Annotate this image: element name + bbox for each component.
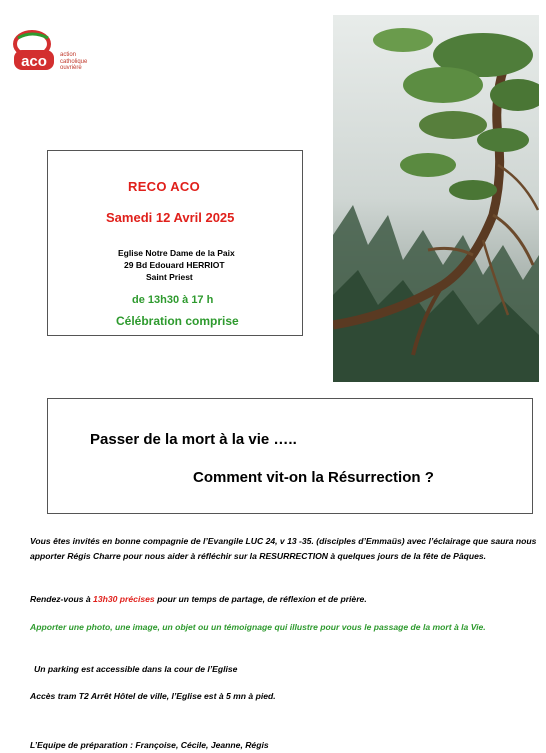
event-title: RECO ACO bbox=[128, 179, 200, 194]
event-time: de 13h30 à 17 h bbox=[132, 294, 214, 306]
team-paragraph: L’Equipe de préparation : Françoise, Cécile, Jeanne, Régis bbox=[30, 740, 269, 750]
access-paragraph: Accès tram T2 Arrêt Hôtel de ville, l’Eglise est à 5 mn à pied. bbox=[30, 691, 276, 701]
rendezvous-paragraph bbox=[30, 592, 542, 607]
event-celebration: Célébration comprise bbox=[116, 314, 239, 328]
logo-tagline bbox=[60, 52, 87, 72]
aco-logo bbox=[10, 24, 120, 78]
logo-name: aco bbox=[21, 53, 47, 70]
tree-photo bbox=[333, 15, 539, 382]
address-line-2: 29 Bd Edouard HERRIOT bbox=[124, 260, 225, 270]
event-date: Samedi 12 Avril 2025 bbox=[106, 210, 235, 225]
rendezvous-after: pour un temps de partage, de réflexion et de prière. bbox=[154, 594, 367, 604]
address-line-1: Eglise Notre Dame de la Paix bbox=[118, 248, 235, 258]
event-address bbox=[118, 247, 235, 283]
logo-line-1: action bbox=[60, 52, 77, 58]
bring-item-paragraph: Apporter une photo, une image, un objet ou un témoignage qui illustre pour vous le passage de la mort à la Vie. bbox=[30, 622, 486, 632]
logo-line-2: catholique bbox=[60, 58, 88, 65]
address-line-3: Saint Priest bbox=[146, 272, 193, 282]
theme-line-1: Passer de la mort à la vie ….. bbox=[90, 431, 297, 448]
invitation-paragraph: Vous êtes invités en bonne compagnie de l’Evangile LUC 24, v 13 -35. (disciples d’Emmaüs) avec l’éclairage que saura nous apporter Régis Charre pour nous aider à réfléchir sur la RESURRECTION à quelques jours de la fête de Pâques. bbox=[30, 536, 537, 561]
theme-line-2: Comment vit-on la Résurrection ? bbox=[193, 469, 434, 486]
event-info-box bbox=[47, 150, 303, 336]
rendezvous-time-highlight: 13h30 précises bbox=[93, 594, 155, 604]
aco-logo-mark bbox=[10, 24, 58, 78]
logo-line-3: ouvrière bbox=[60, 65, 82, 71]
parking-paragraph: Un parking est accessible dans la cour de l’Eglise bbox=[34, 664, 238, 674]
theme-box bbox=[47, 398, 533, 514]
rendezvous-before: Rendez-vous à bbox=[30, 594, 94, 604]
